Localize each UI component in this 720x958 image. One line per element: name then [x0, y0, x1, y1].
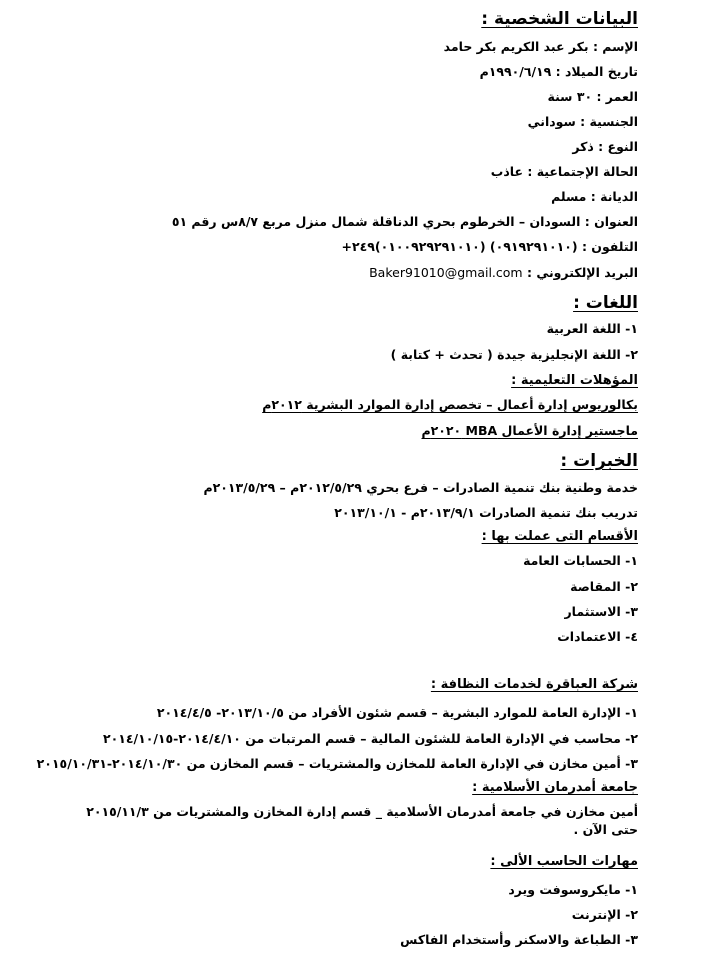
religion-line: الديانة : مسلم [551, 189, 638, 204]
department-item: ٤- الاعتمادات [557, 629, 638, 644]
birth-line: تاريخ الميلاد : ١٩٩٠/٦/١٩م [479, 64, 638, 79]
address-line: العنوان : السودان – الخرطوم بحري الدناقلة شمال منزل مربع ٨/٧س رقم ٥١ [171, 214, 638, 229]
personal-heading: البيانات الشخصية : [481, 9, 638, 29]
email-line [369, 264, 638, 282]
university-heading: جامعة أمدرمان الأسلامية : [472, 780, 638, 795]
education-item: بكالوريوس إدارة أعمال – تخصص إدارة الموارد البشرية ٢٠١٢م [262, 397, 638, 412]
experience-heading: الخبرات : [560, 451, 638, 471]
education-heading: المؤهلات التعليمية : [511, 373, 638, 388]
company-heading: شركة العباقرة لخدمات النظافة : [430, 677, 638, 692]
nationality-line: الجنسية : سوداني [527, 114, 638, 129]
department-item: ٣- الاستثمار [564, 604, 638, 619]
education-item: ماجستير إدارة الأعمال MBA ٢٠٢٠م [421, 423, 638, 438]
university-text: أمين مخازن في جامعة أمدرمان الأسلامية _ قسم إدارة المخازن والمشتريات من ٢٠١٥/١١/٣ حتى الآن . [86, 804, 638, 837]
department-item: ٢- المقاصة [570, 579, 638, 594]
departments-heading: الأقسام التى عملت بها : [481, 529, 638, 544]
gender-line: النوع : ذكر [572, 139, 638, 154]
marital-line: الحالة الإجتماعية : عاذب [490, 164, 638, 179]
email-label: البريد الإلكتروني : [526, 265, 638, 280]
company-item: ١- الإدارة العامة للموارد البشرية – قسم شئون الأفراد من ٢٠١٣/١٠/٥- ٢٠١٤/٤/٥ [156, 705, 638, 720]
computer-item: ١- مايكروسوفت ويرد [508, 882, 638, 897]
phone-line: التلفون : (٠٩١٩٢٩١٠١٠) (٠١٠٠٩٢٩٢٩١٠١٠)٢٤٩+ [341, 239, 638, 254]
language-item: ٢- اللغة الإنجليزية جيدة ( تحدث + كتابة ) [390, 347, 638, 362]
company-item: ٣- أمين مخازن في الإدارة العامة للمخازن والمشتريات – قسم المخازن من ٢٠١٤/١٠/٣٠-٢٠١٥/١٠/٣١ [36, 756, 638, 771]
computer-item: ٣- الطباعة والاسكنر وأستخدام الفاكس [400, 932, 638, 947]
company-item: ٢- محاسب في الإدارة العامة للشئون المالية – قسم المرتبات من ٢٠١٤/٤/١٠-٢٠١٤/١٠/١٥ [102, 731, 638, 746]
computer-item: ٢- الإنترنت [571, 907, 638, 922]
age-line: العمر : ٣٠ سنة [547, 89, 638, 104]
language-item: ١- اللغة العربية [546, 321, 638, 336]
computer-heading: مهارات الحاسب الألى : [490, 854, 638, 869]
name-line: الإسم : بكر عبد الكريم بكر حامد [443, 39, 638, 54]
experience-item: تدريب بنك تنمية الصادرات ٢٠١٣/٩/١م - ٢٠١٣/١٠/١ [334, 505, 638, 520]
department-item: ١- الحسابات العامة [523, 553, 638, 568]
languages-heading: اللغات : [573, 293, 638, 313]
email-value: Baker91010@gmail.com [369, 265, 523, 280]
experience-item: خدمة وطنية بنك تنمية الصادرات – فرع بحري ٢٠١٢/٥/٢٩م – ٢٠١٣/٥/٢٩م [203, 480, 638, 495]
